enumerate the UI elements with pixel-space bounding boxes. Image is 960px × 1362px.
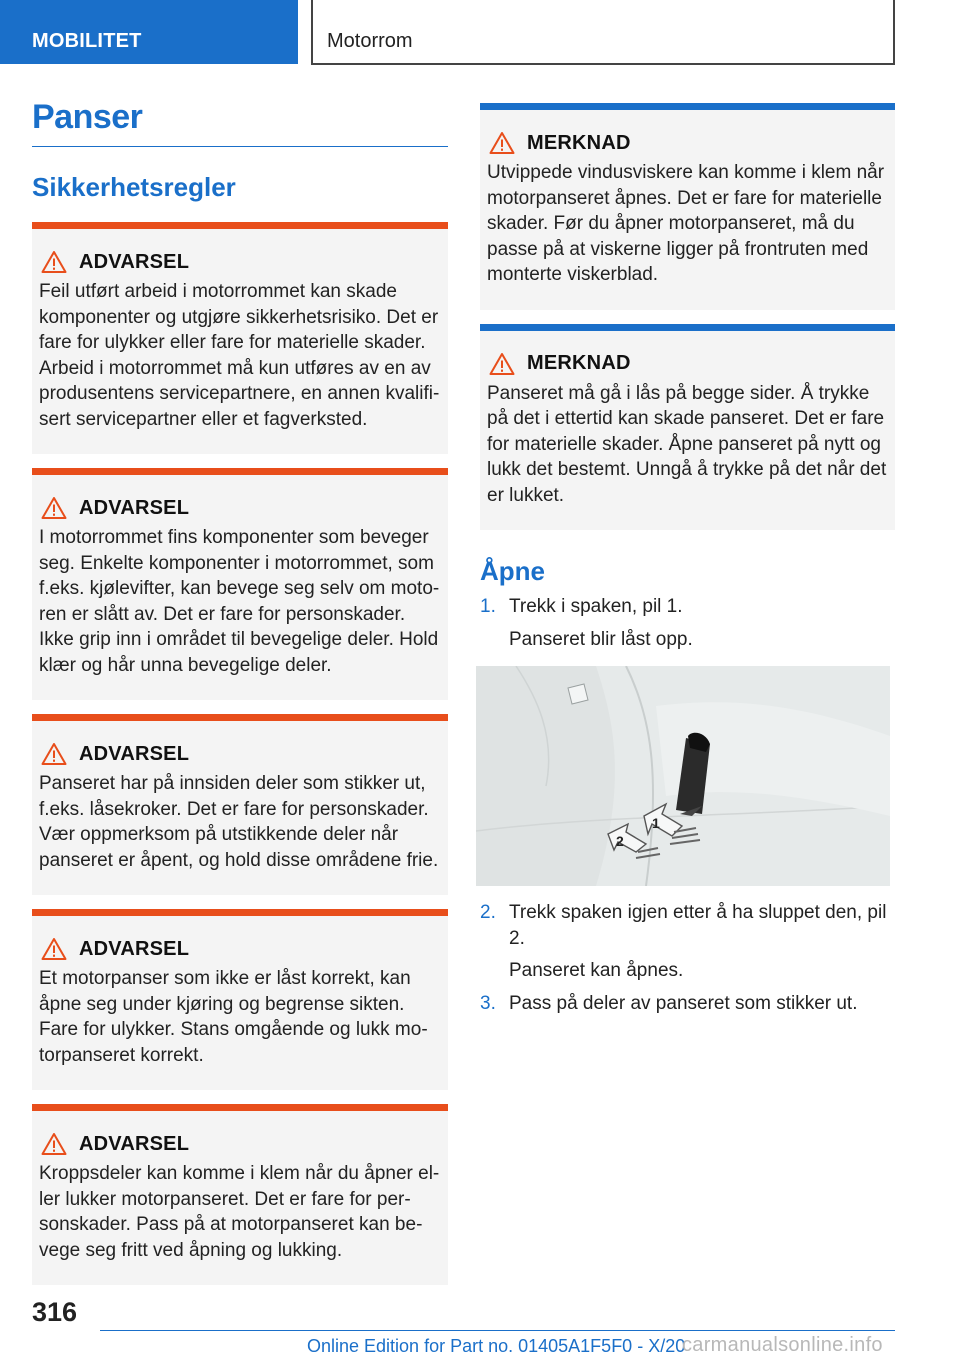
page-title: Panser: [32, 98, 143, 136]
warning-text: Kroppsdeler kan komme i klem når du åpner eller lukker motorpanseret. Det er fare for personskader. Pass på at motorpanseret kan bevege seg fritt ved åpning og lukking.: [39, 1163, 440, 1261]
step-number: 1.: [480, 596, 496, 617]
warning-heading: ADVARSEL: [79, 250, 190, 273]
watermark: carmanualsonline.info: [682, 1334, 883, 1356]
warning-triangle-icon: [41, 1132, 67, 1156]
step-item: [480, 594, 895, 652]
step-number: 3.: [480, 992, 496, 1014]
steps-list: [480, 900, 895, 1016]
warning-heading: ADVARSEL: [79, 742, 190, 765]
warning-triangle-icon: [489, 131, 515, 155]
step-text: Pass på deler av panseret som stikker ut.: [509, 992, 858, 1014]
warning-text: Et motorpanser som ikke er låst korrekt, kan åpne seg under kjøring og begrense sikten. Fare for ulykker. Stans omgående og lukk motorpanseret korrekt.: [39, 968, 428, 1066]
note-header: [487, 128, 888, 158]
warning-box: [32, 1104, 448, 1285]
left-column: [32, 98, 448, 1285]
step-item: [480, 991, 895, 1017]
warning-triangle-icon: [41, 250, 67, 274]
warning-triangle-icon: [41, 496, 67, 520]
step-text: Trekk i spaken, pil 1.: [509, 596, 683, 617]
chapter-tab: Motorrom: [311, 0, 895, 65]
warning-heading: ADVARSEL: [79, 937, 190, 960]
page-number: 316: [32, 1297, 78, 1327]
title-divider: [32, 146, 448, 147]
warning-box: [32, 468, 448, 700]
arrow-label-2: 2: [616, 833, 624, 849]
section-tab: MOBILITET: [0, 0, 298, 64]
note-heading: MERKNAD: [527, 131, 631, 154]
section-title: Sikkerhetsregler: [32, 172, 236, 202]
warning-header: [39, 1129, 441, 1159]
warning-header: [39, 934, 441, 964]
open-heading: Åpne: [480, 556, 545, 586]
lever-drawing: [476, 666, 890, 886]
warning-text: Feil utført arbeid i motorrommet kan skade komponenter og utgjøre sikkerhetsrisiko. Det er fare for ulykker eller fare for materielle skader. Arbeid i motorrommet må kun utføres av en av produsentens servicepartnere, en annen kvalifisert servicepartner eller et fagverksted.: [39, 281, 440, 430]
warning-triangle-icon: [41, 742, 67, 766]
note-heading: MERKNAD: [527, 352, 631, 374]
right-column: [480, 103, 895, 1016]
warning-header: [39, 493, 441, 523]
note-text: Utvippede vindusviskere kan komme i klem når motorpanseret åpnes. Det er fare for materielle skader. Før du åpner motorpanseret, må du passe på at viskerne ligger på frontruten med monterte viskerblad.: [487, 162, 885, 285]
step-item: [480, 900, 895, 984]
warning-box: [32, 714, 448, 895]
footer-divider: [100, 1330, 895, 1331]
warning-header: [39, 247, 441, 277]
warning-text: I motorrommet fins komponenter som beveger seg. Enkelte komponenter i motorrommet, som f.eks. kjølevifter, kan bevege seg selv om motoren er slått av. Det er fare for personskader. Ikke grip inn i området til bevegelige deler. Hold klær og hår unna bevegelige deler.: [39, 527, 440, 676]
steps-list: [480, 594, 895, 652]
warning-box: [32, 222, 448, 454]
note-box: [480, 324, 895, 531]
warning-heading: ADVARSEL: [79, 1132, 190, 1155]
step-result: Panseret blir låst opp.: [509, 628, 693, 650]
note-header: [487, 349, 888, 379]
step-text: Trekk spaken igjen etter å ha sluppet den, pil 2.: [509, 902, 887, 949]
warning-heading: ADVARSEL: [79, 496, 190, 519]
warning-triangle-icon: [41, 937, 67, 961]
step-number: 2.: [480, 902, 496, 923]
warning-box: [32, 909, 448, 1090]
arrow-label-1: 1: [652, 815, 660, 831]
warning-triangle-icon: [489, 352, 515, 376]
warning-text: Panseret har på innsiden deler som stikker ut, f.eks. låsekroker. Det er fare for personskader. Vær oppmerksom på utstikkende deler når panseret er åpent, og hold disse områdene frie.: [39, 773, 439, 871]
note-box: [480, 103, 895, 310]
hood-release-lever-illustration: [476, 666, 890, 886]
warning-header: [39, 739, 441, 769]
edition-text: Online Edition for Part no. 01405A1F5F0 - X/20: [307, 1336, 686, 1356]
page-header: [0, 0, 960, 66]
step-result: Panseret kan åpnes.: [509, 960, 684, 981]
note-text: Panseret må gå i lås på begge sider. Å trykke på det i ettertid kan skade panseret. Det er fare for materielle skader. Åpne panseret på nytt og lukk det bestemt. Unngå å trykke på det når det er lukket.: [487, 382, 887, 506]
